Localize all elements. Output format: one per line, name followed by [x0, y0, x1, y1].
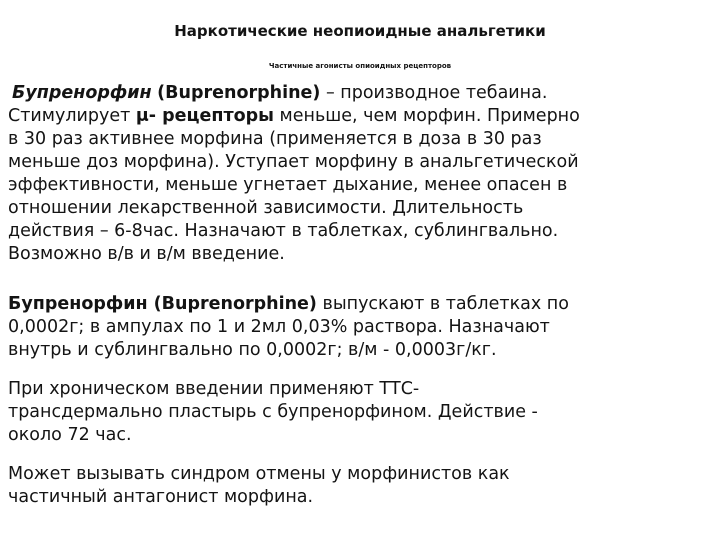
- text-line: отношении лекарственной зависимости. Длительность: [8, 198, 524, 218]
- text-line: трансдермально пластырь с бупренорфином. Действие -: [8, 402, 538, 422]
- text-line: действия – 6-8час. Назначают в таблетках, сублингвально.: [8, 221, 559, 241]
- text-fragment: меньше, чем морфин. Примерно: [273, 106, 580, 126]
- text-line: меньше доз морфина). Уступает морфину в анальгетической: [8, 152, 579, 172]
- text-line: частичный антагонист морфина.: [8, 487, 314, 507]
- drug-name-bold: Бупренорфин (Buprenorphine): [8, 294, 317, 314]
- paragraph-withdrawal: [8, 463, 712, 509]
- text-line: эффективности, меньше угнетает дыхание, менее опасен в: [8, 175, 568, 195]
- slide-title: Наркотические неопиоидные анальгетики: [174, 22, 546, 40]
- drug-name-latin: (Buprenorphine): [157, 83, 321, 103]
- text-line: в 30 раз активнее морфина (применяется в доза в 30 раз: [8, 129, 542, 149]
- text-line: 0,0002г; в ампулах по 1 и 2мл 0,03% раствора. Назначают: [8, 317, 550, 337]
- drug-name-italic: Бупренорфин: [12, 83, 152, 103]
- text-line: При хроническом введении применяют ТТС-: [8, 379, 420, 399]
- text-line: [8, 105, 712, 128]
- text-fragment: – производное тебаина.: [320, 83, 548, 103]
- text-line: [8, 293, 712, 316]
- paragraph-description: [8, 82, 712, 266]
- text-fragment: Стимулирует: [8, 106, 136, 126]
- text-line: [8, 82, 712, 105]
- text-line: внутрь и сублингвально по 0,0002г; в/м - 0,0003г/кг.: [8, 340, 497, 360]
- paragraph-dosage: [8, 293, 712, 362]
- text-fragment: выпускают в таблетках по: [316, 294, 569, 314]
- slide-subtitle: Частичные агонисты опиоидных рецепторов: [268, 62, 452, 70]
- text-line: Может вызывать синдром отмены у морфинистов как: [8, 464, 510, 484]
- text-line: Возможно в/в и в/м введение.: [8, 244, 285, 264]
- receptor-term: μ- рецепторы: [135, 106, 274, 126]
- paragraph-chronic-use: [8, 378, 712, 447]
- text-line: около 72 час.: [8, 425, 132, 445]
